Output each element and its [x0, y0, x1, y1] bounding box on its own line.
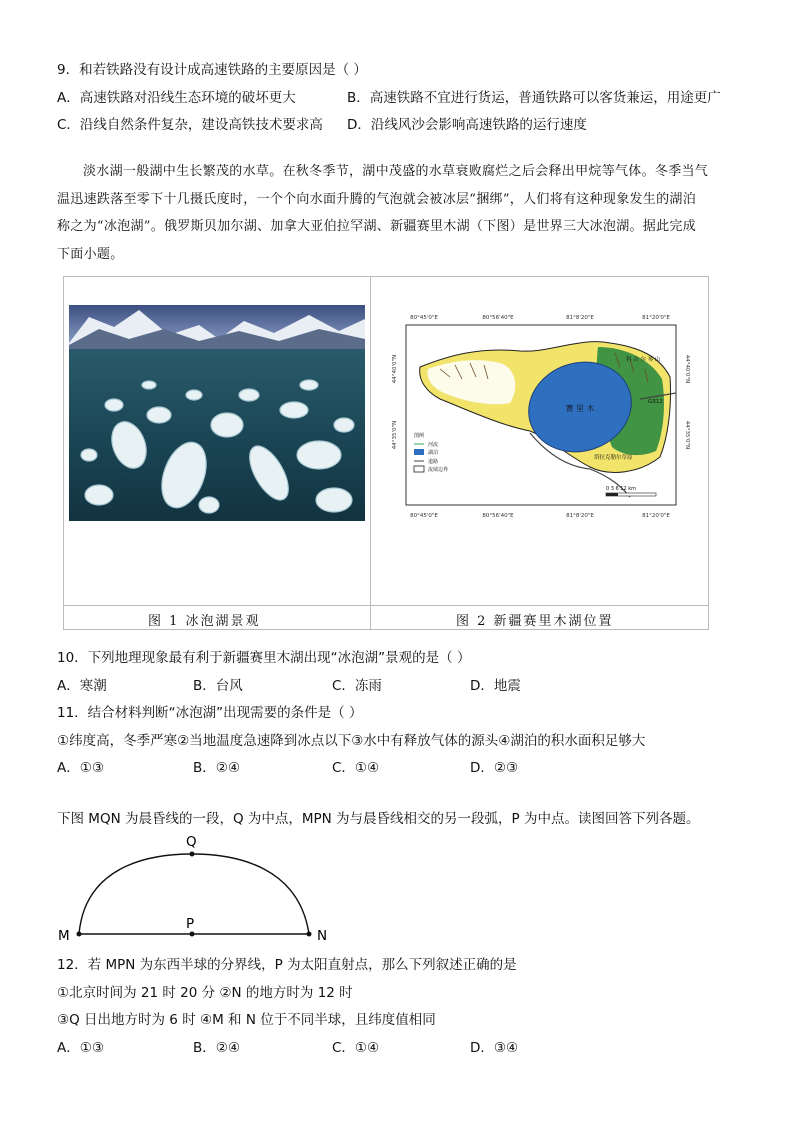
svg-text:河流: 河流	[428, 442, 439, 448]
q12-statements-1: ①北京时间为 21 时 20 分 ②N 的地方时为 12 时	[57, 985, 353, 1001]
map-top-tick: 81°20'0"E	[642, 315, 670, 321]
q10-option-c: C．冻雨	[332, 678, 382, 694]
passage-line: 称之为“冰泡湖”。俄罗斯贝加尔湖、加拿大亚伯拉罕湖、新疆赛里木湖（下图）是世界三大冰泡湖。据此完成	[57, 219, 696, 234]
q11-option-c: C．①④	[332, 760, 380, 776]
svg-text:湖泊: 湖泊	[428, 450, 439, 456]
q10-option-d: D．地震	[470, 678, 521, 694]
map-top-tick: 80°56'40"E	[482, 315, 514, 321]
passage-line: 下面小题。	[57, 246, 124, 262]
q11-conditions: ①纬度高，冬季严寒②当地温度急速降到冰点以下③水中有释放气体的源头④湖泊的积水面积足够大	[57, 733, 646, 749]
point-p-label: P	[186, 916, 195, 932]
q10-option-a: A．寒潮	[57, 678, 107, 694]
map-bottom-tick: 81°20'0"E	[642, 513, 670, 519]
map-lake-label: 赛 里 木	[565, 404, 595, 413]
q10-option-b: B．台风	[193, 678, 243, 694]
q12-option-c: C．①④	[332, 1040, 380, 1056]
terminator-arc-diagram	[55, 828, 345, 946]
q10-stem: 10．下列地理现象最有利于新疆赛里木湖出现“冰泡湖”景观的是（ ）	[57, 650, 471, 666]
q12-option-d: D．③④	[470, 1040, 519, 1056]
figure-2-caption: 图 2 新疆赛里木湖位置	[456, 614, 614, 629]
q9-option-d: D．沿线风沙会影响高速铁路的运行速度	[347, 117, 587, 133]
figure-box	[63, 276, 709, 630]
q9-option-c: C．沿线自然条件复杂，建设高铁技术要求高	[57, 117, 323, 133]
q9-option-b: B．高速铁路不宜进行货运，普通铁路可以客货兼运，用途更广	[347, 90, 721, 106]
q11-stem: 11．结合材料判断“冰泡湖”出现需要的条件是（ ）	[57, 705, 363, 721]
figure-1-caption: 图 1 冰泡湖景观	[148, 614, 261, 629]
ice-bubble-lake-photo	[69, 305, 365, 521]
map-grassland-label: 塔拉克勒尔草原	[594, 455, 633, 461]
passage-line: 温迅速跌落至零下十几摄氏度时，一个个向水面升腾的气泡就会被冰层“捆绑”，人们将有这种现象发生的湖泊	[57, 191, 696, 207]
map-right-tick: 44°35'0"N	[684, 420, 690, 450]
q12-intro: 下图 MQN 为晨昏线的一段，Q 为中点，MPN 为与晨昏线相交的另一段弧，P 为中点。读图回答下列各题。	[57, 811, 700, 827]
passage	[57, 158, 739, 268]
q12-option-a: A．①③	[57, 1040, 104, 1056]
svg-text:道路: 道路	[428, 459, 439, 465]
q12-statements-2: ③Q 日出地方时为 6 时 ④M 和 N 位于不同半球，且纬度值相同	[57, 1012, 436, 1028]
q9-option-a: A．高速铁路对沿线生态环境的破坏更大	[57, 90, 296, 106]
q9-stem: 9．和若铁路没有设计成高速铁路的主要原因是（ ）	[57, 62, 367, 78]
map-bottom-tick: 81°8'20"E	[566, 513, 594, 519]
point-n-label: N	[317, 928, 328, 944]
point-m-label: M	[58, 928, 70, 944]
map-right-tick: 44°40'0"N	[684, 354, 690, 384]
q12-stem: 12．若 MPN 为东西半球的分界线，P 为太阳直射点，那么下列叙述正确的是	[57, 957, 517, 973]
svg-text:图例: 图例	[414, 433, 425, 439]
q12-option-b: B．②④	[193, 1040, 240, 1056]
q11-option-b: B．②④	[193, 760, 240, 776]
map-road-label: G312	[648, 399, 663, 405]
svg-text:0 3 6 12 km: 0 3 6 12 km	[606, 486, 637, 492]
figure-caption-row	[64, 605, 708, 630]
map-left-tick: 44°35'0"N	[392, 420, 398, 450]
passage-line: 淡水湖一般湖中生长繁茂的水草。在秋冬季节，湖中茂盛的水草衰败腐烂之后会释出甲烷等气体。冬季当气	[83, 164, 709, 179]
map-left-tick: 44°40'0"N	[392, 354, 398, 384]
figure-divider	[370, 277, 371, 629]
sayram-lake-map	[380, 307, 704, 527]
q11-option-a: A．①③	[57, 760, 104, 776]
q11-option-d: D．②③	[470, 760, 519, 776]
svg-text:流域边界: 流域边界	[428, 467, 449, 473]
map-mountain-label: 科 古 尔 琴 山	[626, 357, 661, 363]
map-top-tick: 80°45'0"E	[410, 315, 438, 321]
map-bottom-tick: 80°56'40"E	[482, 513, 514, 519]
map-bottom-tick: 80°45'0"E	[410, 513, 438, 519]
point-q-label: Q	[186, 834, 197, 850]
map-top-tick: 81°8'20"E	[566, 315, 594, 321]
